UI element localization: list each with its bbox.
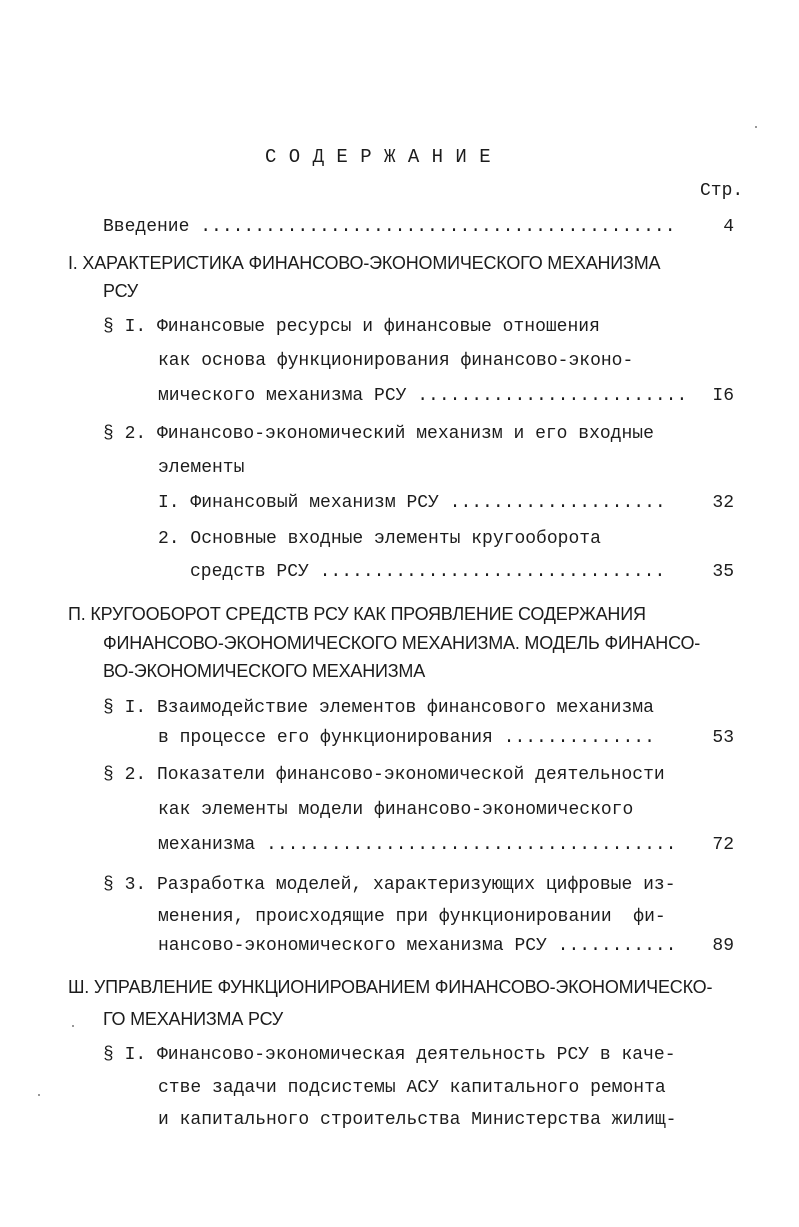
page-column-header: Стр. xyxy=(700,181,744,201)
toc-page-ch1-s2-2: 35 xyxy=(712,562,734,582)
ch2-section-1-line: в процессе его функционирования .............. xyxy=(158,728,655,748)
ch1-section-1-line: мического механизма РСУ ......................... xyxy=(158,386,688,406)
toc-page-ch1-s2-1: 32 xyxy=(712,493,734,513)
ch1-section-1-line: § I. Финансовые ресурсы и финансовые отношения xyxy=(103,317,600,337)
ch1-section-2-line: § 2. Финансово-экономический механизм и его входные xyxy=(103,424,654,444)
ch2-section-2-line: механизма ...................................... xyxy=(158,835,677,855)
ch1-section-2-line: элементы xyxy=(158,458,245,478)
toc-page-ch2-s3: 89 xyxy=(712,936,734,956)
chapter-3-heading: Ш. УПРАВЛЕНИЕ ФУНКЦИОНИРОВАНИЕМ ФИНАНСОВО-ЭКОНОМИЧЕСКО- xyxy=(68,977,713,997)
ch1-subsection-1: I. Финансовый механизм РСУ .................... xyxy=(158,493,666,513)
chapter-1-heading: I. ХАРАКТЕРИСТИКА ФИНАНСОВО-ЭКОНОМИЧЕСКОГО МЕХАНИЗМА xyxy=(68,253,661,273)
ch3-section-1-line: стве задачи подсистемы АСУ капитального ремонта xyxy=(158,1078,666,1098)
ch2-section-2-line: как элементы модели финансово-экономического xyxy=(158,800,634,820)
ch2-section-1-line: § I. Взаимодействие элементов финансового механизма xyxy=(103,698,654,718)
chapter-2-heading: П. КРУГООБОРОТ СРЕДСТВ РСУ КАК ПРОЯВЛЕНИЕ СОДЕРЖАНИЯ xyxy=(68,604,646,624)
scan-speck xyxy=(38,1094,40,1096)
toc-page-ch2-s1: 53 xyxy=(712,728,734,748)
ch3-section-1-line: и капитального строительства Министерства жилищ- xyxy=(158,1110,677,1130)
toc-page-ch1-s1: I6 xyxy=(712,386,734,406)
toc-entry-intro: Введение ............................................ xyxy=(103,217,676,237)
ch2-section-3-line: § 3. Разработка моделей, характеризующих цифровые из- xyxy=(103,875,676,895)
chapter-3-heading-cont: ГО МЕХАНИЗМА РСУ xyxy=(103,1009,283,1029)
ch3-section-1-line: § I. Финансово-экономическая деятельность РСУ в каче- xyxy=(103,1045,676,1065)
toc-page-ch2-s2: 72 xyxy=(712,835,734,855)
page-title: С О Д Е Р Ж А Н И Е xyxy=(265,146,492,168)
ch1-subsection-2-line: 2. Основные входные элементы кругооборота xyxy=(158,529,601,549)
ch2-section-3-line: нансово-экономического механизма РСУ ........... xyxy=(158,936,677,956)
ch1-section-1-line: как основа функционирования финансово-эконо- xyxy=(158,351,634,371)
ch2-section-3-line: менения, происходящие при функционировании фи- xyxy=(158,907,666,927)
scan-speck xyxy=(72,1025,74,1027)
chapter-2-heading-cont: ФИНАНСОВО-ЭКОНОМИЧЕСКОГО МЕХАНИЗМА. МОДЕЛЬ ФИНАНСО- xyxy=(103,633,701,653)
chapter-2-heading-cont: ВО-ЭКОНОМИЧЕСКОГО МЕХАНИЗМА xyxy=(103,661,426,681)
ch1-subsection-2-line: средств РСУ ................................ xyxy=(190,562,666,582)
ch2-section-2-line: § 2. Показатели финансово-экономической деятельности xyxy=(103,765,665,785)
chapter-1-heading-cont: РСУ xyxy=(103,281,139,301)
toc-page-intro: 4 xyxy=(723,217,734,237)
scan-speck xyxy=(755,126,757,128)
